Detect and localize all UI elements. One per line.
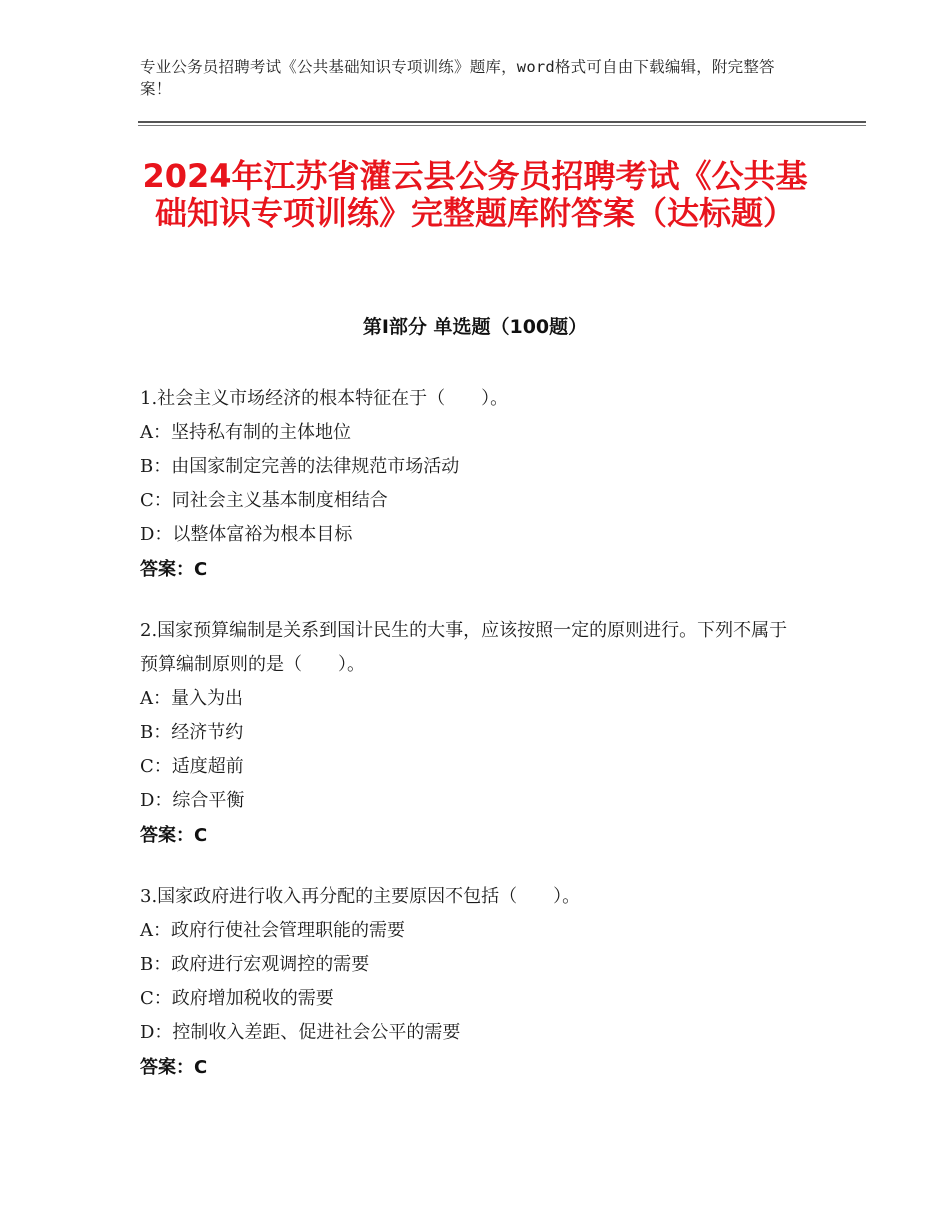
answer-label: 答案：C [140,1057,208,1078]
question-item [140,614,800,854]
section-title: 第Ⅰ部分 单选题（100题） [362,316,588,338]
option-a: A：量入为出 [140,688,243,709]
header-divider-thin [138,125,866,126]
option-a: A：政府行使社会管理职能的需要 [140,920,405,941]
option-d: D：控制收入差距、促进社会公平的需要 [140,1022,461,1043]
option-b: B：政府进行宏观调控的需要 [140,954,370,975]
question-text: 3.国家政府进行收入再分配的主要原因不包括（ ）。 [140,886,581,907]
option-a: A：坚持私有制的主体地位 [140,422,351,443]
option-d: D：综合平衡 [140,790,245,811]
answer-label: 答案：C [140,559,208,580]
option-b: B：经济节约 [140,722,244,743]
answer-label: 答案：C [140,825,208,846]
document-title: 2024年江苏省灌云县公务员招聘考试《公共基础知识专项训练》完整题库附答案（达标题） [142,157,808,232]
question-list [140,382,800,1112]
option-b: B：由国家制定完善的法律规范市场活动 [140,456,460,477]
question-text: 1.社会主义市场经济的根本特征在于（ ）。 [140,388,509,409]
question-item [140,880,800,1086]
header-divider [138,121,866,123]
option-d: D：以整体富裕为根本目标 [140,524,353,545]
option-c: C：同社会主义基本制度相结合 [140,490,388,511]
option-c: C：适度超前 [140,756,244,777]
question-item [140,382,800,588]
question-text: 2.国家预算编制是关系到国计民生的大事，应该按照一定的原则进行。下列不属于预算编制原则的是（ ）。 [140,620,788,675]
header-note: 专业公务员招聘考试《公共基础知识专项训练》题库，word格式可自由下载编辑，附完整答案！ [140,58,775,98]
option-c: C：政府增加税收的需要 [140,988,334,1009]
